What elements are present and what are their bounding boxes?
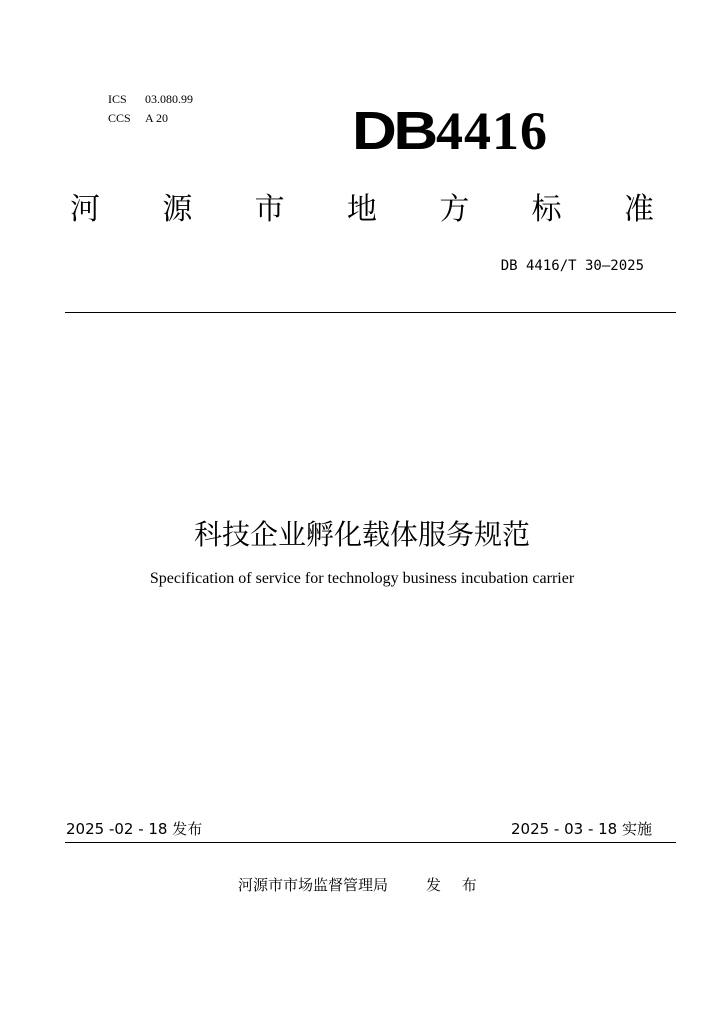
document-title-en: Specification of service for technology business incubation carrier <box>149 570 575 587</box>
standard-number: DB 4416/T 30—2025 <box>500 258 644 274</box>
standard-type-char: 市 <box>254 192 285 227</box>
classification-codes <box>108 90 193 128</box>
bottom-divider <box>65 842 676 843</box>
db-logo <box>352 100 548 162</box>
standard-type-char: 源 <box>162 192 193 227</box>
ccs-label: CCS <box>108 111 131 125</box>
ics-value: 03.080.99 <box>145 92 193 106</box>
ics-label: ICS <box>108 92 127 106</box>
standard-type-char: 地 <box>346 192 377 227</box>
issuer-line <box>238 874 485 895</box>
db-logo-number: 4416 <box>436 101 548 161</box>
top-divider <box>65 312 676 313</box>
db-logo-prefix: DB <box>352 101 435 161</box>
ics-code <box>108 90 193 109</box>
publish-date: 2025 -02 - 18 发布 <box>66 820 203 838</box>
standard-type-heading <box>70 184 654 227</box>
ccs-code <box>108 109 193 128</box>
implement-date: 2025 - 03 - 18 实施 <box>510 820 652 838</box>
issuer-action: 发 布 <box>426 876 485 894</box>
document-title-zh: 科技企业孵化载体服务规范 <box>193 518 530 551</box>
standard-type-char: 标 <box>531 192 562 227</box>
ccs-value: A 20 <box>145 111 169 125</box>
standard-type-char: 准 <box>623 192 654 227</box>
standard-type-char: 河 <box>70 192 100 227</box>
issuer-name: 河源市市场监督管理局 <box>238 876 389 894</box>
standard-type-char: 方 <box>439 192 470 227</box>
